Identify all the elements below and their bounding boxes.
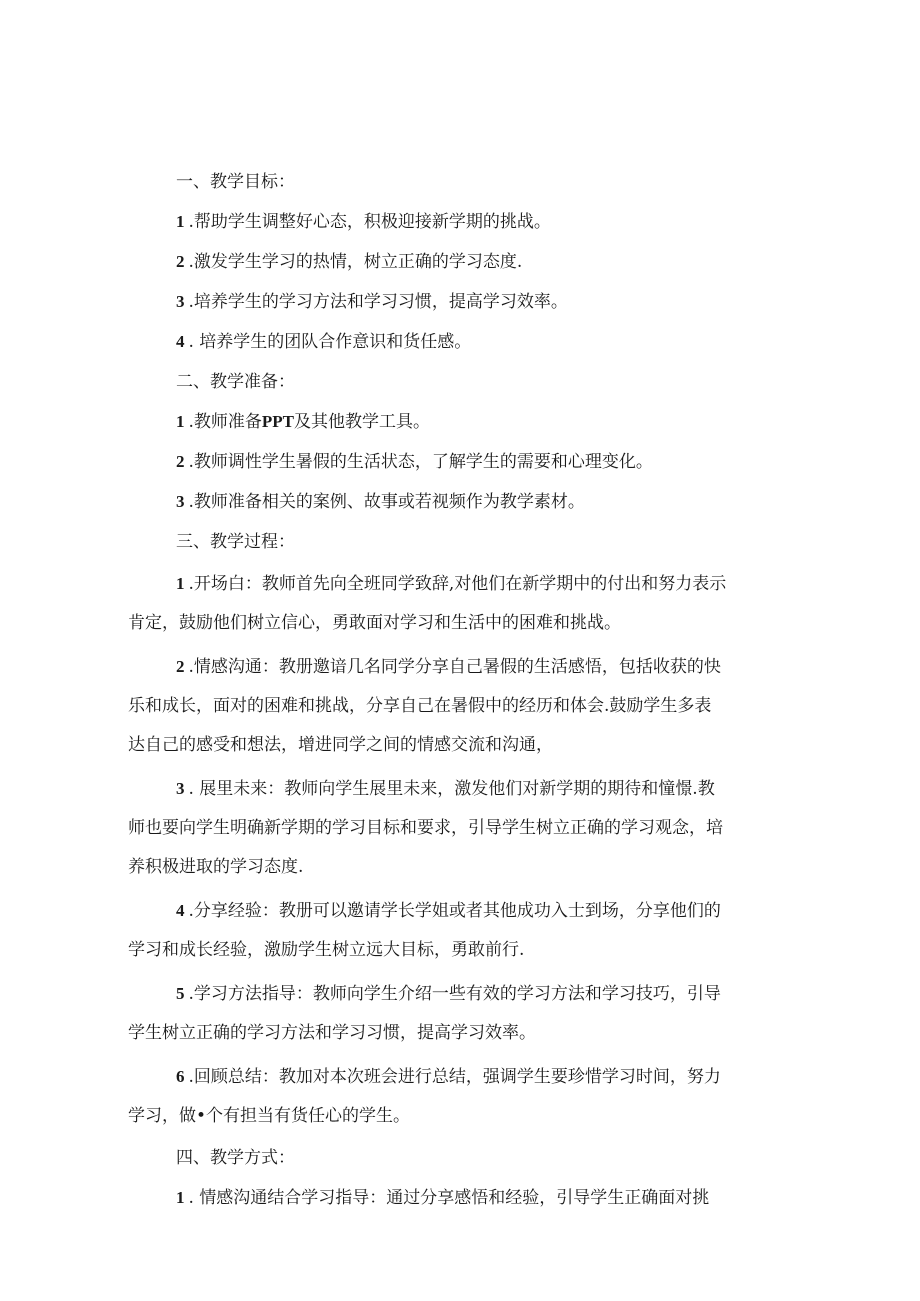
goal-item (176, 322, 776, 362)
paragraph-line: 乐和成长，面对的困难和挑战，分享自己在暑假中的经历和体会.鼓励学生多表 (128, 696, 712, 716)
item-number: 3 (176, 492, 185, 511)
goal-item (176, 242, 776, 282)
process-paragraph (128, 564, 758, 643)
paragraph-text: .回顾总结：教加对本次班会进行总结，强调学生要珍惜学习时间，努力 (188, 1067, 721, 1087)
process-paragraph (128, 1057, 758, 1136)
paragraph-line: 师也要向学生明确新学期的学习目标和要求，引导学生树立正确的学习观念，培 (128, 818, 723, 838)
section-title-prep: 二、教学准备： (176, 372, 295, 392)
item-number: 2 (176, 452, 185, 471)
process-paragraph (128, 891, 758, 970)
paragraph-line (128, 647, 758, 687)
item-text: .帮助学生调整好心态，积极迎接新学期的挑战。 (188, 212, 551, 232)
paragraph-line: 学习，做•个有担当有货任心的学生。 (128, 1106, 411, 1126)
item-text: . 培养学生的团队合作意识和货任感。 (188, 332, 472, 352)
paragraph-line: 学生树立正确的学习方法和学习习惯，提高学习效率。 (128, 1023, 536, 1043)
process-paragraph (128, 647, 758, 765)
item-text: 及其他教学工具。 (294, 412, 431, 432)
item-number: 4 (176, 332, 185, 351)
paragraph-line (128, 891, 758, 931)
paragraph-line: 达自己的感受和想法，增进同学之间的情感交流和沟通， (128, 735, 553, 755)
goal-item (176, 282, 776, 322)
paragraph-text: .情感沟通：教册邀谙几名同学分享自己暑假的生活感悟，包括收获的快 (188, 657, 721, 677)
paragraph-line: 养积极进取的学习态度. (128, 857, 304, 877)
item-text: .培养学生的学习方法和学习习惯，提高学习效率。 (188, 292, 568, 312)
process-paragraph (128, 769, 758, 887)
item-number: 1 (176, 574, 185, 593)
item-text-bold: PPT (261, 412, 295, 431)
paragraph-line (128, 769, 758, 809)
item-text: .激发学生学习的热情，树立正确的学习态度. (188, 252, 523, 272)
paragraph-text: . 展里未来：教师向学生展里未来，激发他们对新学期的期待和憧憬.教 (188, 779, 715, 799)
item-number: 2 (176, 252, 185, 271)
section-title-process: 三、教学过程： (176, 532, 295, 552)
section-title-goals: 一、教学目标： (176, 172, 295, 192)
process-paragraph (128, 974, 758, 1053)
item-number: 3 (176, 779, 185, 798)
item-text: . 情感沟通结合学习指导：通过分享感悟和经验，引导学生正确面对挑 (188, 1188, 710, 1208)
item-text: .教师调性学生暑假的生活状态，了解学生的需要和心理变化。 (188, 452, 653, 472)
item-number: 4 (176, 901, 185, 920)
paragraph-line: 肯定，鼓励他们树立信心，勇敢面对学习和生活中的困难和挑战。 (128, 613, 621, 633)
paragraph-text: .学习方法指导：教师向学生介绍一些有效的学习方法和学习技巧，引导 (188, 984, 721, 1004)
prep-item (176, 482, 776, 522)
item-number: 2 (176, 657, 185, 676)
goal-item (176, 202, 776, 242)
paragraph-line: 学习和成长经验，激励学生树立远大目标，勇敢前行. (128, 940, 525, 960)
paragraph-line (128, 564, 758, 604)
item-number: 1 (176, 412, 185, 431)
item-text: .教师准备 (188, 412, 262, 432)
section-title-methods: 四、教学方式： (176, 1148, 295, 1168)
prep-item (176, 402, 776, 442)
item-number: 1 (176, 1188, 185, 1207)
item-number: 3 (176, 292, 185, 311)
prep-item (176, 442, 776, 482)
paragraph-line (128, 1057, 758, 1097)
method-item (176, 1178, 776, 1218)
paragraph-text: .开场白：教师首先向全班同学致辞,对他们在新学期中的付出和努力表示 (188, 574, 727, 594)
document-content (128, 162, 776, 1218)
item-text: .教师准备相关的案例、故事或若视频作为教学素材。 (188, 492, 585, 512)
item-number: 5 (176, 984, 185, 1003)
paragraph-text: .分享经验：教册可以邀请学长学姐或者其他成功入士到场，分享他们的 (188, 901, 721, 921)
paragraph-line (128, 974, 758, 1014)
item-number: 6 (176, 1067, 185, 1086)
item-number: 1 (176, 212, 185, 231)
